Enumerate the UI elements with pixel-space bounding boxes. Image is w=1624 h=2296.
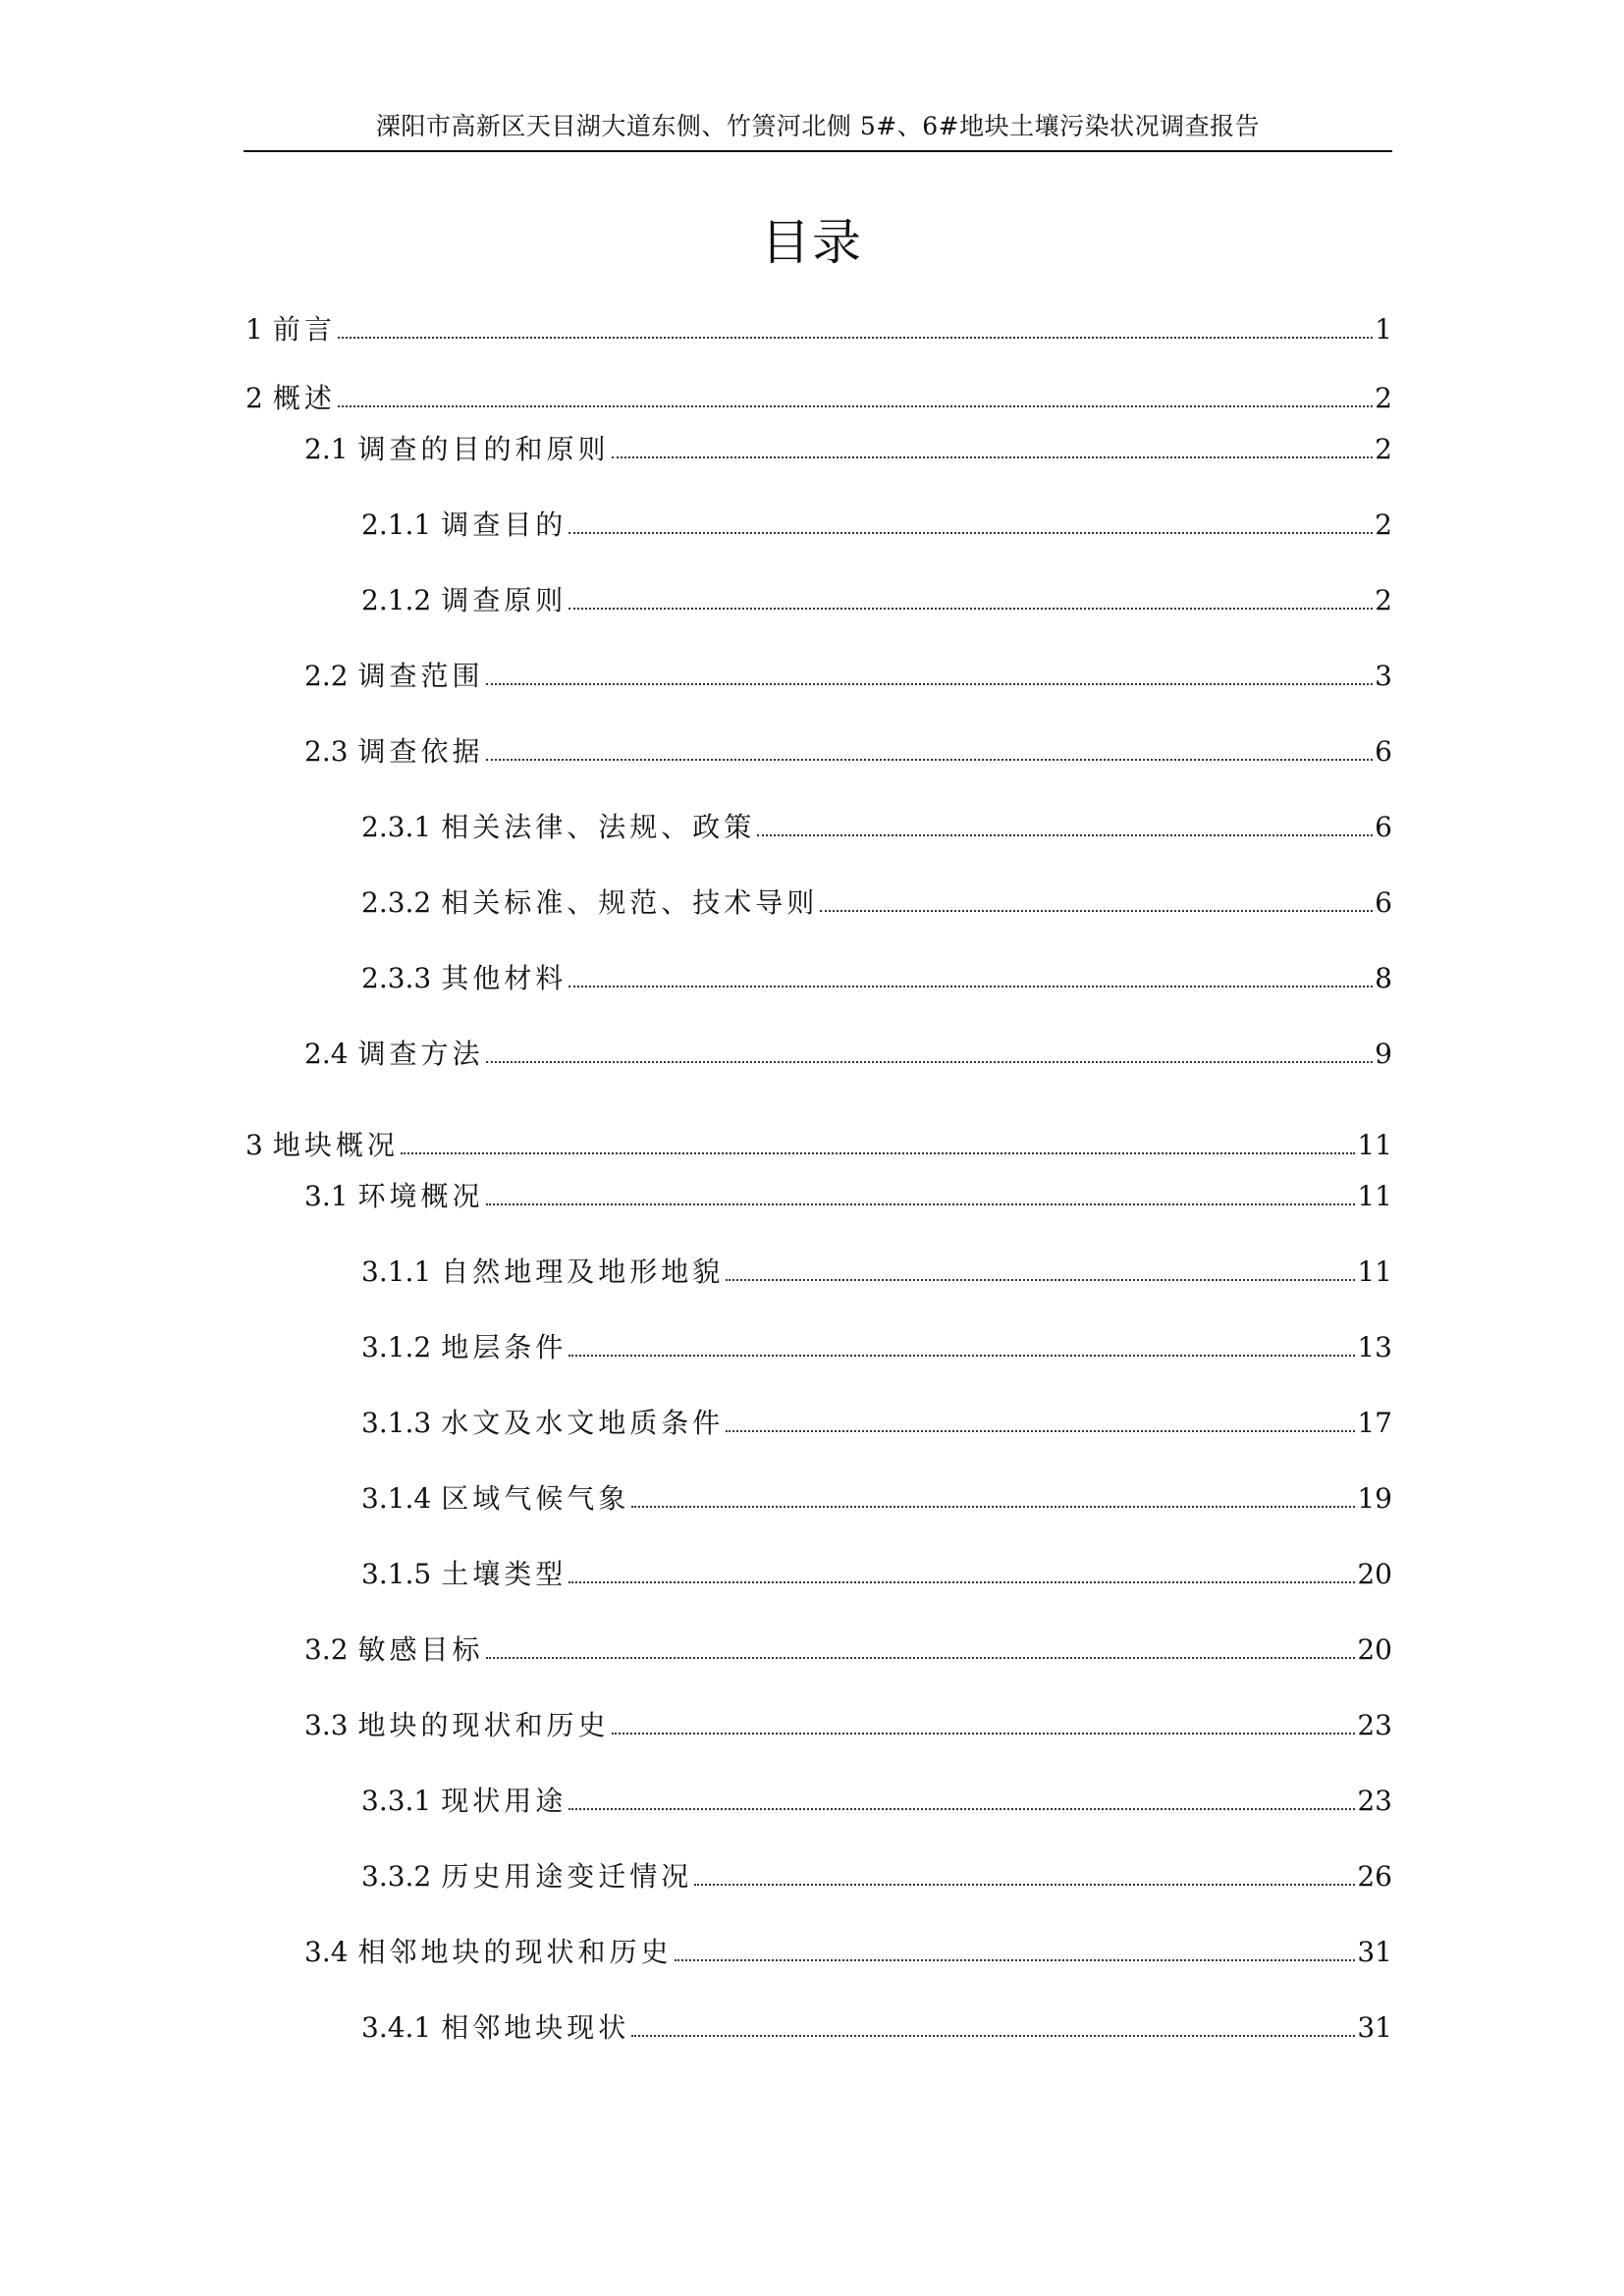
toc-entry-page: 19: [1357, 1482, 1392, 1515]
toc-leader-dots: [338, 405, 1373, 407]
toc-entry-number: 3.2: [304, 1633, 349, 1666]
toc-entry-page: 26: [1357, 1860, 1392, 1893]
toc-entry-title: 水文及水文地质条件: [441, 1407, 725, 1439]
toc-entry-number: 3.4.1: [361, 2011, 432, 2044]
toc-entry-page: 9: [1375, 1038, 1392, 1070]
toc-entry-number: 2.3.3: [361, 962, 432, 994]
toc-entry-2-3-1[interactable]: [361, 806, 1392, 845]
toc-entry-number: 3.1.3: [361, 1407, 432, 1439]
toc-entry-title: 历史用途变迁情况: [441, 1860, 693, 1893]
toc-entry-number: 3.1.1: [361, 1255, 432, 1288]
toc-entry-page: 23: [1357, 1709, 1392, 1741]
toc-entry-2-2[interactable]: [304, 655, 1392, 694]
toc-entry-page: 13: [1357, 1331, 1392, 1363]
toc-entry-page: 11: [1357, 1180, 1392, 1212]
toc-entry-number: 2.3.2: [361, 886, 432, 919]
toc-entry-title: 相关法律、法规、政策: [441, 811, 756, 843]
toc-leader-dots: [568, 532, 1373, 534]
toc-leader-dots: [675, 1959, 1356, 1961]
toc-leader-dots: [568, 1581, 1355, 1583]
toc-entry-title: 地层条件: [441, 1331, 568, 1363]
toc-entry-page: 1: [1375, 313, 1392, 346]
toc-entry-title: 其他材料: [441, 962, 568, 994]
toc-entry-number: 2.3.1: [361, 811, 432, 843]
toc-leader-dots: [486, 1203, 1356, 1205]
toc-entry-3-3-2[interactable]: [361, 1855, 1392, 1895]
toc-entry-3-1[interactable]: [304, 1175, 1392, 1214]
toc-entry-3-3[interactable]: [304, 1704, 1392, 1743]
toc-entry-title: 调查原则: [441, 584, 568, 616]
page-title: 目录: [761, 214, 863, 271]
toc-entry-title: 调查依据: [357, 735, 484, 768]
toc-entry-number: 1: [245, 313, 263, 346]
toc-entry-3[interactable]: [245, 1124, 1392, 1163]
toc-leader-dots: [486, 683, 1374, 685]
toc-leader-dots: [612, 1733, 1356, 1735]
toc-entry-2-3-2[interactable]: [361, 881, 1392, 921]
toc-entry-page: 3: [1375, 660, 1392, 692]
toc-entry-page: 23: [1357, 1785, 1392, 1817]
toc-entry-page: 6: [1375, 811, 1392, 843]
running-header: 溧阳市高新区天目湖大道东侧、竹箦河北侧 5#、6#地块土壤污染状况调查报告: [375, 112, 1261, 140]
toc-entry-title: 地块的现状和历史: [357, 1709, 610, 1741]
toc-entry-title: 调查方法: [357, 1038, 484, 1070]
toc-leader-dots: [820, 910, 1373, 912]
toc-entry-page: 8: [1375, 962, 1392, 994]
toc-entry-page: 2: [1375, 584, 1392, 616]
toc-leader-dots: [568, 1355, 1355, 1357]
toc-entry-number: 3.3: [304, 1709, 349, 1741]
toc-entry-title: 相关标准、规范、技术导则: [441, 886, 819, 919]
toc-entry-page: 11: [1357, 1255, 1392, 1288]
toc-entry-number: 3.3.2: [361, 1860, 432, 1893]
toc-entry-number: 3.1.5: [361, 1558, 432, 1590]
toc-entry-number: 3.4: [304, 1936, 349, 1968]
toc-leader-dots: [568, 608, 1373, 610]
toc-entry-title: 自然地理及地形地貌: [441, 1255, 725, 1288]
toc-entry-title: 调查的目的和原则: [357, 433, 610, 465]
toc-entry-2-1-1[interactable]: [361, 504, 1392, 543]
toc-entry-3-1-3[interactable]: [361, 1402, 1392, 1441]
toc-leader-dots: [612, 456, 1374, 458]
toc-entry-number: 2.1.1: [361, 508, 432, 541]
toc-leader-dots: [486, 759, 1374, 761]
toc-entry-number: 3.3.1: [361, 1785, 432, 1817]
toc-entry-number: 3: [245, 1129, 263, 1161]
toc-entry-title: 相邻地块的现状和历史: [357, 1936, 673, 1968]
toc-leader-dots: [338, 337, 1373, 339]
toc-entry-page: 20: [1357, 1633, 1392, 1666]
toc-leader-dots: [486, 1657, 1356, 1659]
toc-entry-page: 2: [1375, 433, 1392, 465]
toc-entry-number: 2.2: [304, 660, 349, 692]
toc-entry-3-1-1[interactable]: [361, 1251, 1392, 1290]
toc-entry-number: 3.1: [304, 1180, 349, 1212]
toc-leader-dots: [631, 1506, 1355, 1508]
toc-entry-title: 土壤类型: [441, 1558, 568, 1590]
toc-leader-dots: [401, 1152, 1356, 1154]
toc-entry-title: 相邻地块现状: [441, 2011, 630, 2044]
toc-entry-2-1-2[interactable]: [361, 579, 1392, 618]
toc-entry-number: 2.3: [304, 735, 349, 768]
toc-entry-page: 6: [1375, 886, 1392, 919]
toc-entry-title: 调查目的: [441, 508, 568, 541]
toc-entry-page: 2: [1375, 382, 1392, 414]
toc-entry-title: 敏感目标: [357, 1633, 484, 1666]
toc-entry-page: 11: [1357, 1129, 1392, 1161]
toc-entry-page: 20: [1357, 1558, 1392, 1590]
toc-leader-dots: [486, 1061, 1374, 1063]
toc-entry-page: 17: [1357, 1407, 1392, 1439]
toc-entry-page: 31: [1357, 2011, 1392, 2044]
toc-entry-number: 2.1: [304, 433, 349, 465]
toc-leader-dots: [726, 1279, 1355, 1281]
toc-entry-title: 前言: [272, 313, 336, 346]
toc-entry-page: 31: [1357, 1936, 1392, 1968]
toc-leader-dots: [568, 1808, 1355, 1810]
toc-entry-3-1-2[interactable]: [361, 1326, 1392, 1365]
toc-entry-number: 2: [245, 382, 263, 414]
toc-entry-3-1-5[interactable]: [361, 1553, 1392, 1592]
toc-entry-2-3-3[interactable]: [361, 957, 1392, 996]
toc-entry-title: 区域气候气象: [441, 1482, 630, 1515]
toc-entry-title: 调查范围: [357, 660, 484, 692]
toc-entry-2[interactable]: [245, 377, 1392, 416]
toc-entry-page: 6: [1375, 735, 1392, 768]
toc-entry-title: 概述: [272, 382, 336, 414]
toc-entry-number: 3.1.2: [361, 1331, 432, 1363]
toc-leader-dots: [694, 1884, 1355, 1886]
toc-entry-title: 现状用途: [441, 1785, 568, 1817]
toc-entry-3-4[interactable]: [304, 1931, 1392, 1970]
toc-entry-3-1-4[interactable]: [361, 1477, 1392, 1517]
toc-entry-3-4-1[interactable]: [361, 2006, 1392, 2046]
toc-entry-number: 3.1.4: [361, 1482, 432, 1515]
toc-leader-dots: [568, 986, 1373, 988]
toc-entry-2-1[interactable]: [304, 428, 1392, 467]
toc-entry-2-3[interactable]: [304, 730, 1392, 770]
toc-entry-number: 2.1.2: [361, 584, 432, 616]
toc-leader-dots: [631, 2035, 1355, 2037]
toc-entry-page: 2: [1375, 508, 1392, 541]
toc-entry-title: 地块概况: [272, 1129, 399, 1161]
toc-entry-3-3-1[interactable]: [361, 1780, 1392, 1819]
toc-leader-dots: [757, 834, 1373, 836]
toc-entry-1[interactable]: [245, 308, 1392, 347]
toc-entry-3-2[interactable]: [304, 1629, 1392, 1668]
toc-entry-2-4[interactable]: [304, 1033, 1392, 1072]
toc-entry-title: 环境概况: [357, 1180, 484, 1212]
toc-entry-number: 2.4: [304, 1038, 349, 1070]
toc-leader-dots: [726, 1430, 1355, 1432]
